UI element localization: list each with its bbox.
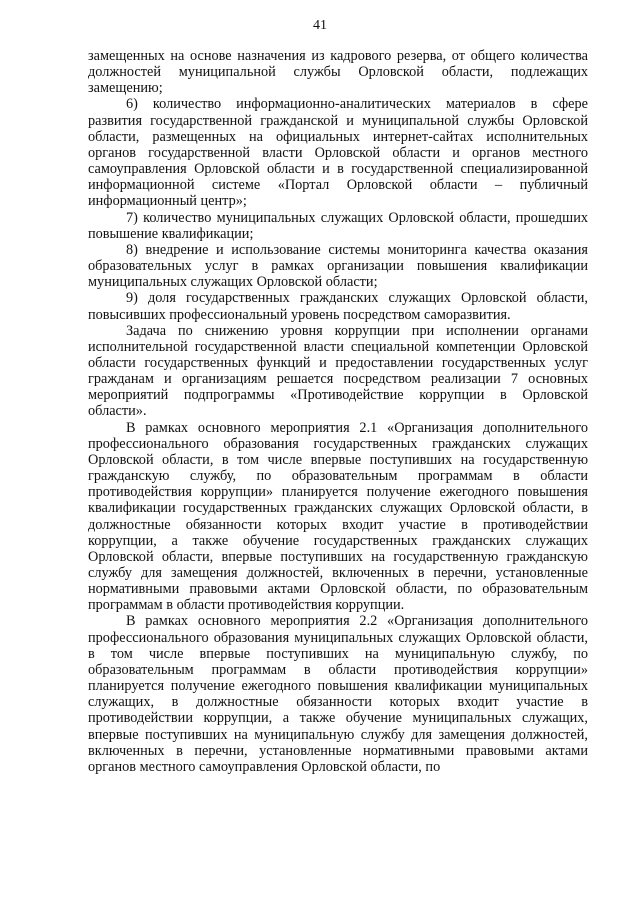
paragraph-task: Задача по снижению уровня коррупции при исполнении органами исполнительной государственной власти специальной компетенции Орловской области государственных функций и предоставлении государственных услуг гражданам и организациям решается посредством реализации 7 основных мероприятий подпрограммы «Противодействие коррупции в Орловской области». [88, 322, 588, 420]
paragraph-item-7: 7) количество муниципальных служащих Орловской области, прошедших повышение квалификации; [88, 209, 588, 242]
paragraph-measure-2-1: В рамках основного мероприятия 2.1 «Организация дополнительного профессионального образования государственных гражданских служащих Орловской области, в том числе впервые поступивших на государственную гражданскую службу, по образовательным программам в области противодействия коррупции» планируется получение ежегодного повышения квалификации государственных гражданских служащих Орловской области, в должностные обязанности которых входит участие в противодействии коррупции, а также обучение государственных гражданских служащих Орловской области, впервые поступивших на государственную гражданскую службу для замещения должностей, включенных в перечни, установленные нормативными правовыми актами Орловской области, по образовательным программам в области противодействия коррупции. [88, 419, 588, 614]
paragraph-item-9: 9) доля государственных гражданских служащих Орловской области, повысивших профессиональный уровень посредством саморазвития. [88, 290, 588, 323]
paragraph-item-6: 6) количество информационно-аналитических материалов в сфере развития государственной гражданской и муниципальной службы Орловской области, размещенных на официальных интернет-сайтах исполнительных органов государственной власти Орловской области и органов местного самоуправления Орловской области и в государственной специализированной информационной системе «Портал Орловской области – публичный информационный центр»; [88, 96, 588, 210]
paragraph-item-8: 8) внедрение и использование системы мониторинга качества оказания образовательных услуг в рамках организации повышения квалификации муниципальных служащих Орловской области; [88, 241, 588, 291]
page-number: 41 [313, 18, 327, 33]
document-body [88, 48, 588, 775]
paragraph-measure-2-2: В рамках основного мероприятия 2.2 «Организация дополнительного профессионального образования муниципальных служащих Орловской области, в том числе впервые поступивших на муниципальную службу, по образовательным программам в области противодействия коррупции» планируется получение ежегодного повышения квалификации муниципальных служащих, в должностные обязанности которых входит участие в противодействии коррупции, а также обучение муниципальных служащих, впервые поступивших на муниципальную службу для замещения должностей, включенных в перечни, установленные нормативными правовыми актами органов местного самоуправления Орловской области, по [88, 613, 588, 775]
paragraph-continuation: замещенных на основе назначения из кадрового резерва, от общего количества должностей муниципальной службы Орловской области, подлежащих замещению; [88, 48, 588, 97]
